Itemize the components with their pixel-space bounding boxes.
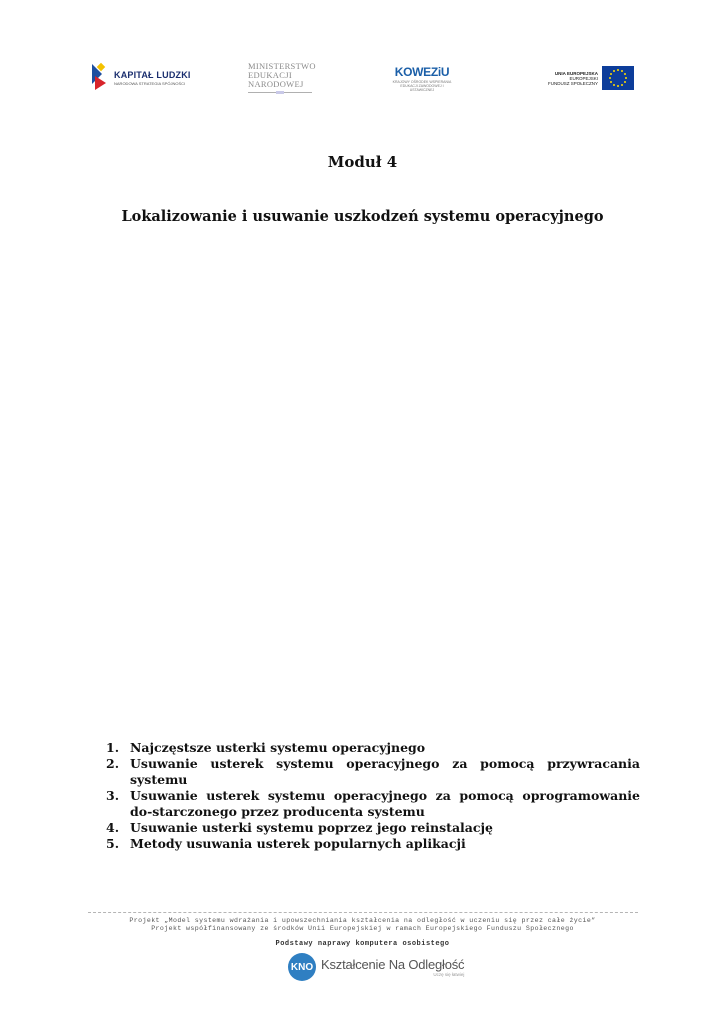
kapital-ludzki-title: KAPITAŁ LUDZKI bbox=[114, 70, 191, 80]
eu-star-icon bbox=[624, 73, 626, 75]
eu-star-icon bbox=[610, 73, 612, 75]
footer-course-title: Podstawy naprawy komputera osobistego bbox=[275, 940, 450, 948]
header-logos bbox=[0, 58, 725, 98]
eu-star-icon bbox=[617, 85, 619, 87]
kno-logo-text: Kształcenie Na Odległość bbox=[321, 957, 465, 972]
footer-divider bbox=[88, 912, 638, 913]
eu-star-icon bbox=[625, 77, 627, 79]
kno-logo bbox=[288, 952, 464, 982]
ministerstwo-bar bbox=[248, 92, 312, 93]
eu-star-icon bbox=[621, 70, 623, 72]
toc-item-text: Usuwanie usterek systemu operacyjnego za pomocą przywracania systemu bbox=[130, 756, 640, 787]
eu-star-icon bbox=[613, 70, 615, 72]
eu-flag-icon bbox=[602, 66, 634, 90]
eu-star-icon bbox=[624, 81, 626, 83]
kapital-ludzki-icon bbox=[92, 62, 108, 94]
toc-item bbox=[106, 740, 640, 756]
ministerstwo-line-2: EDUKACJI bbox=[248, 70, 292, 80]
footer-project-line: Projekt „Model systemu wdrażania i upowszechniania kształcenia na odległość w uczeniu się przez całe życie” bbox=[129, 917, 596, 924]
ministerstwo-logo bbox=[248, 62, 316, 102]
toc-item-number: 1. bbox=[106, 740, 120, 755]
koweziu-name: KOWEZiU bbox=[394, 64, 450, 79]
kapital-ludzki-logo bbox=[92, 58, 191, 98]
toc-item bbox=[106, 788, 640, 820]
toc-item-text: Metody usuwania usterek popularnych aplikacji bbox=[130, 836, 466, 851]
footer-funding-line: Projekt współfinansowany ze środków Unii Europejskiej w ramach Europejskiego Funduszu Społecznego bbox=[151, 925, 574, 932]
eu-star-icon bbox=[613, 84, 615, 86]
toc-item-text: Usuwanie usterek systemu operacyjnego za pomocą oprogramowanie do-starczonego przez producenta systemu bbox=[130, 788, 640, 819]
toc-item bbox=[106, 756, 640, 788]
ministerstwo-line-1: MINISTERSTWO bbox=[248, 61, 316, 71]
toc-item-number: 3. bbox=[106, 788, 120, 803]
koweziu-logo bbox=[392, 58, 452, 98]
kapital-ludzki-subtitle: NARODOWA STRATEGIA SPÓJNOŚCI bbox=[114, 81, 186, 86]
toc-item-text: Usuwanie usterki systemu poprzez jego reinstalację bbox=[130, 820, 493, 835]
toc-item bbox=[106, 820, 640, 836]
eu-star-icon bbox=[610, 81, 612, 83]
page-subtitle: Lokalizowanie i usuwanie uszkodzeń systemu operacyjnego bbox=[121, 208, 604, 225]
ministerstwo-line-3: NARODOWEJ bbox=[248, 79, 304, 89]
kno-logo-subtext: Uczę się łatwiej bbox=[433, 972, 465, 977]
eu-star-icon bbox=[621, 84, 623, 86]
ue-line-1: UNIA EUROPEJSKA bbox=[554, 70, 599, 76]
toc-item-number: 5. bbox=[106, 836, 120, 851]
toc-item-number: 2. bbox=[106, 756, 120, 771]
eu-star-icon bbox=[609, 77, 611, 79]
ue-logo bbox=[548, 58, 634, 98]
ue-line-3: FUNDUSZ SPOŁECZNY bbox=[548, 80, 599, 86]
toc-item bbox=[106, 836, 640, 852]
toc-item-text: Najczęstsze usterki systemu operacyjnego bbox=[130, 740, 426, 755]
kno-logo-icon: KNO bbox=[288, 953, 316, 981]
ue-line-2: EUROPEJSKI bbox=[569, 75, 599, 81]
koweziu-subtitle: KRAJOWY OŚRODEK WSPIERANIA EDUKACJI ZAWODOWEJ I USTAWICZNEJ bbox=[392, 79, 452, 92]
eu-star-icon bbox=[617, 69, 619, 71]
page-title: Moduł 4 bbox=[327, 153, 398, 171]
toc-item-number: 4. bbox=[106, 820, 120, 835]
table-of-contents bbox=[106, 740, 640, 852]
